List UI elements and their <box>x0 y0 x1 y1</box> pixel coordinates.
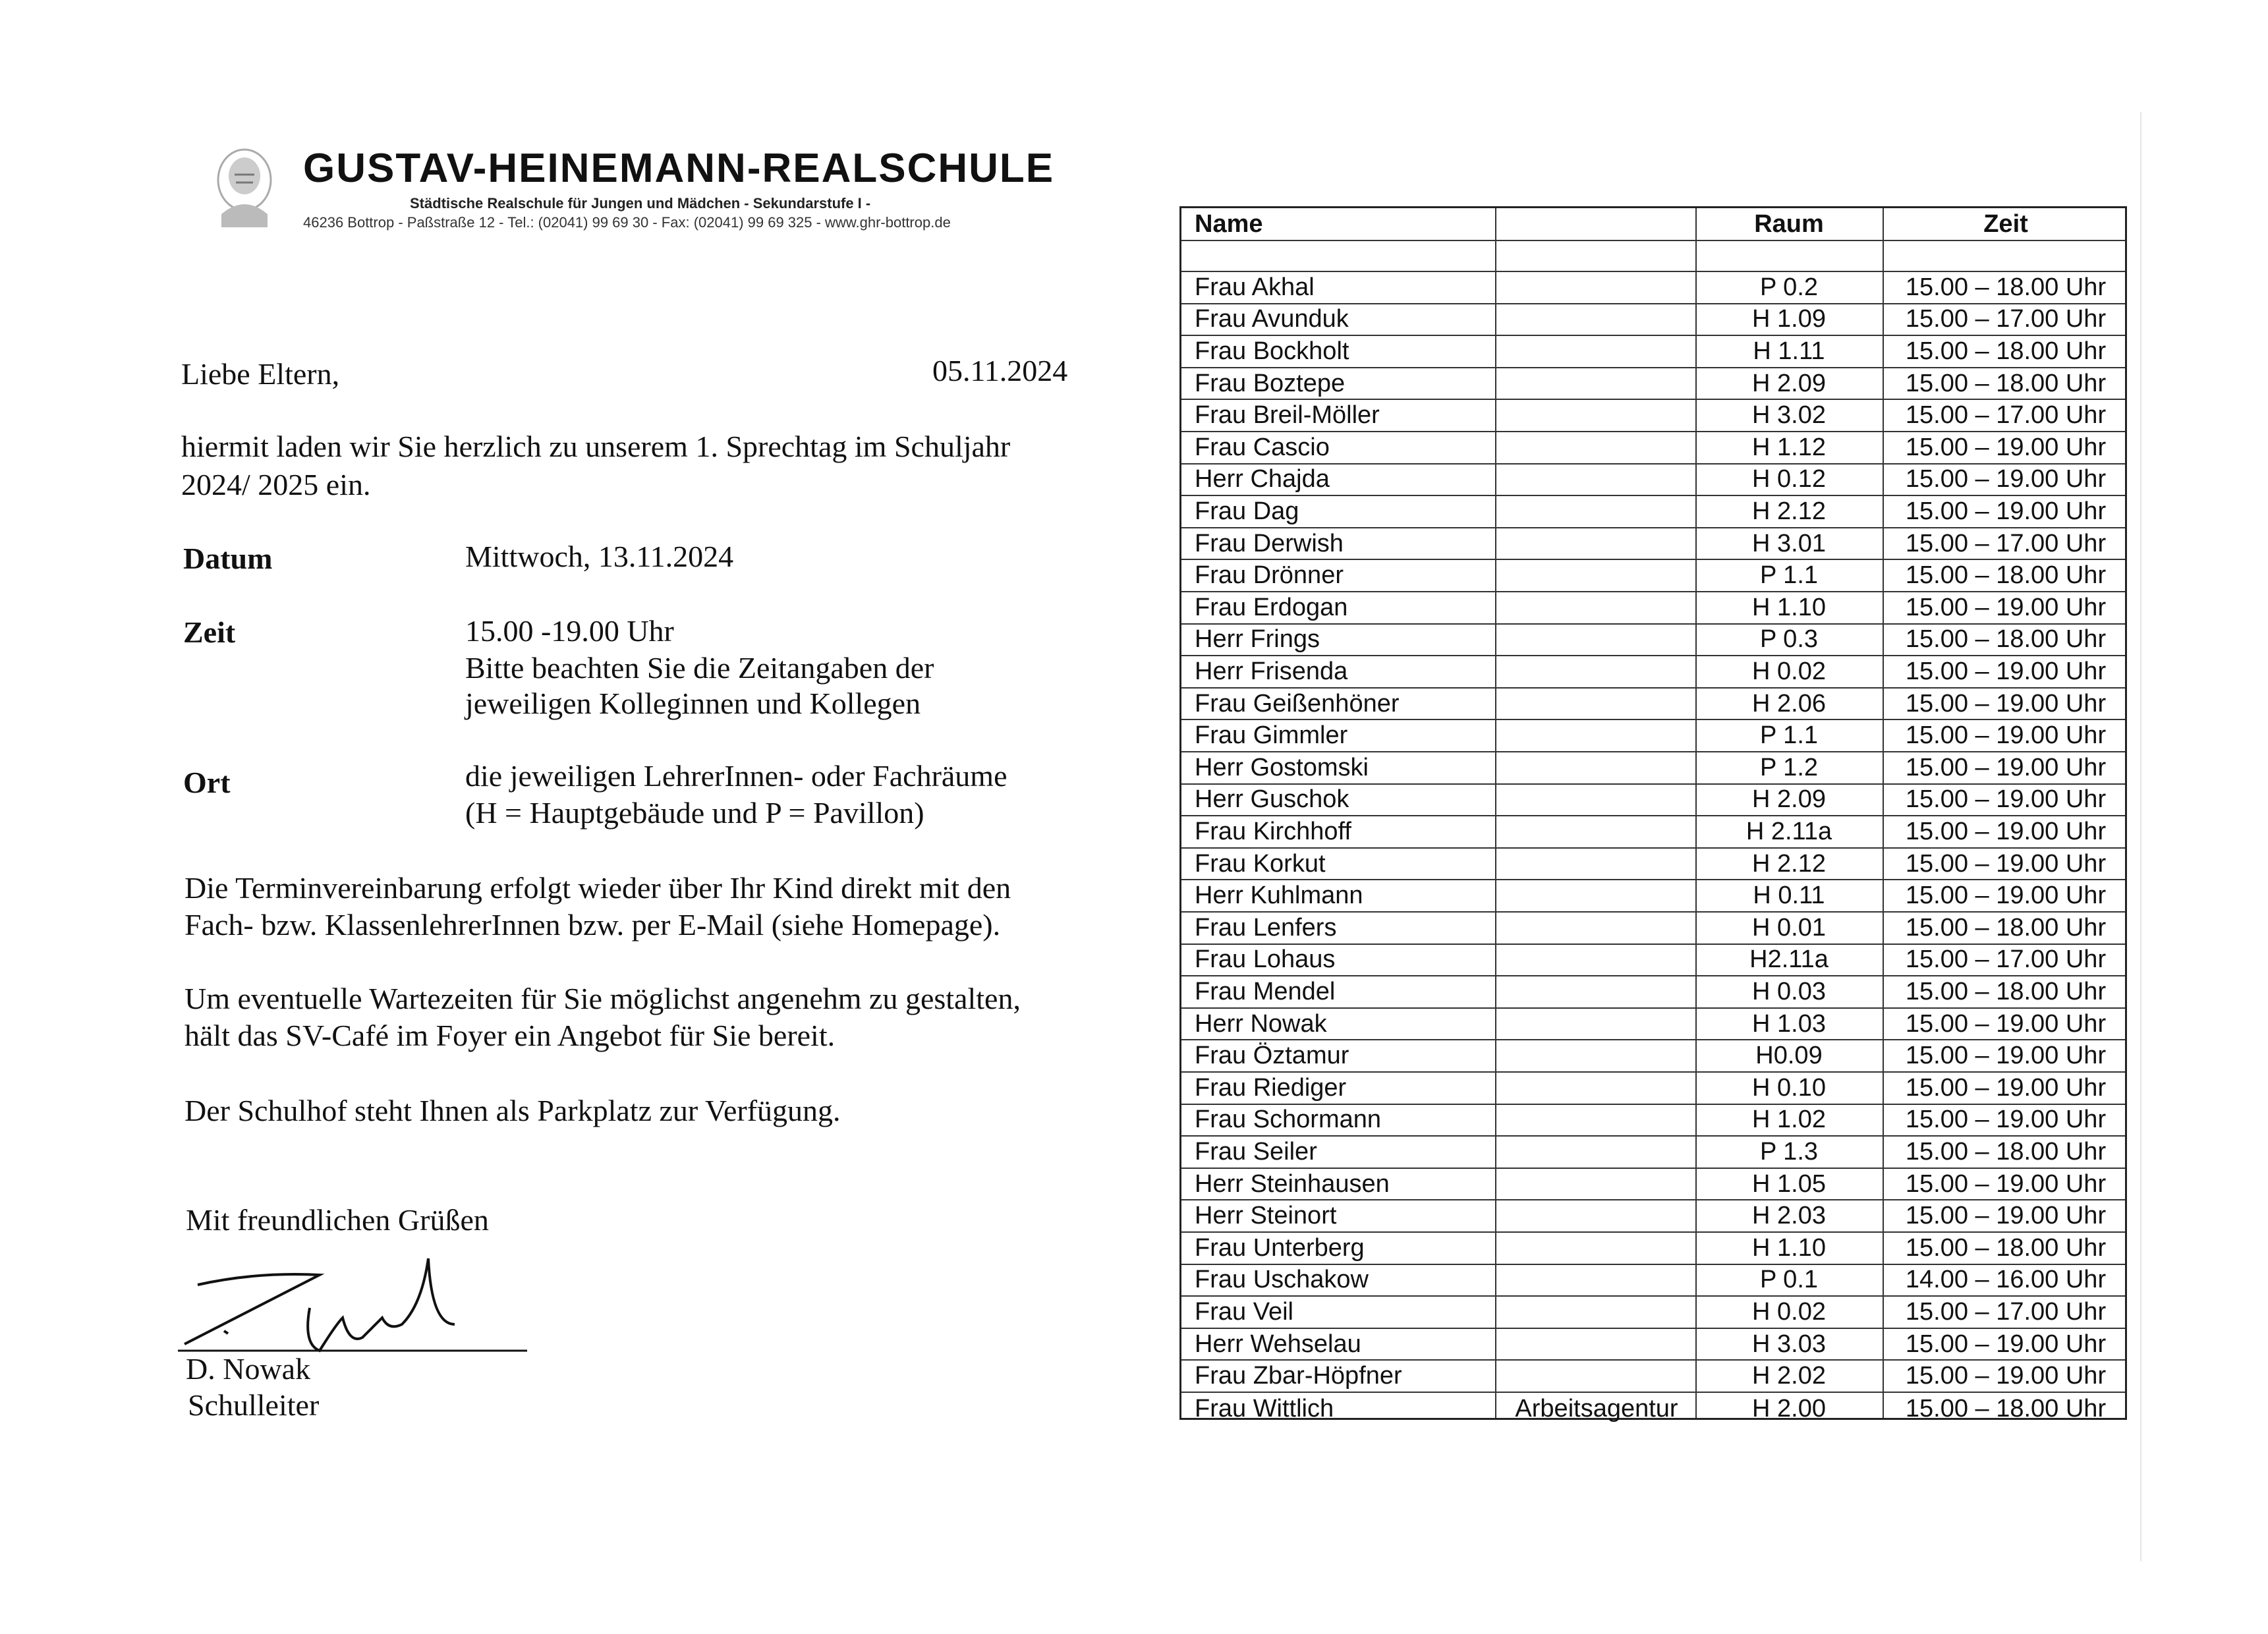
table-row <box>1181 816 2125 849</box>
header-extra <box>1498 208 1695 240</box>
school-subtitle: Städtische Realschule für Jungen und Mädchen - Sekundarstufe I - <box>410 195 871 211</box>
zeit-note-line-1: Bitte beachten Sie die Zeitangaben der <box>465 651 934 685</box>
table-row <box>1181 432 2125 465</box>
cell-name: Frau Uschakow <box>1195 1266 1369 1294</box>
cell-room: H 0.02 <box>1752 657 1826 685</box>
table-row <box>1181 560 2125 592</box>
zeit-note-line-2: jeweiligen Kolleginnen und Kollegen <box>465 687 921 720</box>
cell-time: 15.00 – 18.00 Uhr <box>1905 1137 2107 1166</box>
table-row <box>1181 1105 2125 1137</box>
cell-name: Herr Guschok <box>1195 785 1349 814</box>
signer-title: Schulleiter <box>188 1388 320 1422</box>
cell-name: Frau Cascio <box>1195 433 1330 461</box>
schedule-table <box>1179 206 2127 1423</box>
cell-name: Herr Frisenda <box>1195 657 1348 685</box>
salutation: Liebe Eltern, <box>181 357 340 391</box>
cell-room: H 2.12 <box>1752 497 1826 525</box>
cell-time: 15.00 – 19.00 Uhr <box>1905 785 2107 814</box>
cell-name: Frau Erdogan <box>1195 593 1348 621</box>
table-row <box>1181 720 2125 752</box>
cell-extra <box>1498 560 1695 591</box>
table-row <box>1181 528 2125 561</box>
cell-time: 15.00 – 19.00 Uhr <box>1905 689 2107 718</box>
table-row <box>1181 752 2125 785</box>
cell-time: 15.00 – 19.00 Uhr <box>1905 433 2107 461</box>
table-row <box>1181 913 2125 945</box>
cell-name: Frau Drönner <box>1195 561 1344 590</box>
cell-name: Frau Öztamur <box>1195 1042 1349 1070</box>
cell-extra <box>1498 752 1695 783</box>
cell-extra: Arbeitsagentur <box>1515 1394 1678 1423</box>
cell-name: Herr Steinhausen <box>1195 1169 1390 1198</box>
table-row <box>1181 880 2125 913</box>
cell-time: 15.00 – 18.00 Uhr <box>1905 337 2107 365</box>
cell-name: Herr Frings <box>1195 625 1320 654</box>
cafe-paragraph-line-2: hält das SV-Café im Foyer ein Angebot für Sie bereit. <box>184 1019 836 1052</box>
datum-label: Datum <box>183 542 273 575</box>
cell-time: 15.00 – 19.00 Uhr <box>1905 1330 2107 1358</box>
cell-extra <box>1498 816 1695 847</box>
appointment-paragraph-line-2: Fach- bzw. KlassenlehrerInnen bzw. per E-Mail (siehe Homepage). <box>184 908 1001 942</box>
cell-name: Herr Kuhlmann <box>1195 882 1363 910</box>
cell-time: 15.00 – 19.00 Uhr <box>1905 497 2107 525</box>
letter-date: 05.11.2024 <box>932 354 1068 387</box>
cell-time: 15.00 – 18.00 Uhr <box>1905 369 2107 397</box>
cell-time: 15.00 – 19.00 Uhr <box>1905 849 2107 878</box>
table-row <box>1181 304 2125 337</box>
cell-time: 15.00 – 18.00 Uhr <box>1905 1233 2107 1262</box>
cell-extra <box>1498 368 1695 399</box>
table-row <box>1181 1137 2125 1169</box>
cell-name: Frau Korkut <box>1195 849 1326 878</box>
signer-name: D. Nowak <box>186 1352 311 1386</box>
header-time: Zeit <box>1983 210 2028 238</box>
cell-name: Frau Breil-Möller <box>1195 401 1380 430</box>
table-row <box>1181 1329 2125 1361</box>
cell-extra <box>1498 272 1695 303</box>
cell-room: H 0.01 <box>1752 913 1826 942</box>
cell-time: 15.00 – 17.00 Uhr <box>1905 529 2107 557</box>
cell-room: H 2.00 <box>1752 1394 1826 1423</box>
cell-extra <box>1498 496 1695 527</box>
table-row <box>1181 1009 2125 1041</box>
cell-name: Frau Wittlich <box>1195 1394 1334 1423</box>
cell-extra <box>1498 592 1695 623</box>
cell-room: H 2.11a <box>1745 817 1832 845</box>
cell-room: P 0.1 <box>1759 1266 1819 1294</box>
cell-extra <box>1498 880 1695 911</box>
cell-extra <box>1498 1169 1695 1200</box>
cafe-paragraph-line-1: Um eventuelle Wartezeiten für Sie möglichst angenehm zu gestalten, <box>184 982 1021 1015</box>
table-row <box>1181 1233 2125 1265</box>
cell-name: Frau Kirchhoff <box>1195 817 1351 845</box>
cell-time: 15.00 – 17.00 Uhr <box>1905 401 2107 430</box>
cell-room: H 1.10 <box>1752 1233 1826 1262</box>
signature-icon <box>178 1245 534 1357</box>
cell-time: 15.00 – 19.00 Uhr <box>1905 1362 2107 1390</box>
cell-name: Frau Zbar-Höpfner <box>1195 1362 1402 1390</box>
table-row <box>1181 849 2125 881</box>
cell-extra <box>1498 1009 1695 1040</box>
closing: Mit freundlichen Grüßen <box>186 1203 489 1237</box>
table-row <box>1181 1265 2125 1297</box>
cell-extra <box>1498 976 1695 1007</box>
cell-extra <box>1498 1073 1695 1104</box>
cell-time: 15.00 – 19.00 Uhr <box>1905 1169 2107 1198</box>
cell-room: H 0.02 <box>1752 1297 1826 1326</box>
cell-name: Frau Lohaus <box>1195 945 1336 974</box>
cell-room: H 2.06 <box>1752 689 1826 718</box>
cell-room: H 0.03 <box>1752 977 1826 1005</box>
cell-name: Frau Avunduk <box>1195 305 1349 333</box>
cell-room: P 1.1 <box>1759 561 1819 590</box>
cell-room: H0.09 <box>1755 1042 1823 1070</box>
cell-room: P 1.3 <box>1759 1137 1819 1166</box>
table-row <box>1181 336 2125 368</box>
cell-extra <box>1498 432 1695 463</box>
cell-extra <box>1498 465 1695 495</box>
cell-name: Frau Geißenhöner <box>1195 689 1400 718</box>
cell-time: 15.00 – 18.00 Uhr <box>1905 1394 2107 1423</box>
cell-extra <box>1498 1137 1695 1168</box>
cell-name: Frau Gimmler <box>1195 721 1348 750</box>
cell-time: 15.00 – 18.00 Uhr <box>1905 625 2107 654</box>
cell-room: H 3.03 <box>1752 1330 1826 1358</box>
table-header-row <box>1181 208 2125 241</box>
cell-time: 15.00 – 19.00 Uhr <box>1905 1042 2107 1070</box>
cell-name: Frau Derwish <box>1195 529 1344 557</box>
cell-name: Frau Boztepe <box>1195 369 1346 397</box>
cell-room: H 0.11 <box>1753 882 1825 910</box>
datum-value: Mittwoch, 13.11.2024 <box>465 540 734 573</box>
table-spacer-row <box>1181 241 2125 272</box>
cell-extra <box>1498 849 1695 880</box>
ort-value-line-2: (H = Hauptgebäude und P = Pavillon) <box>465 796 924 830</box>
cell-time: 15.00 – 19.00 Uhr <box>1905 1106 2107 1134</box>
intro-line-1: hiermit laden wir Sie herzlich zu unserem 1. Sprechtag im Schuljahr <box>181 430 1011 463</box>
cell-room: H 3.02 <box>1752 401 1826 430</box>
cell-extra <box>1498 1297 1695 1328</box>
cell-name: Frau Lenfers <box>1195 913 1337 942</box>
cell-room: H2.11a <box>1749 945 1829 974</box>
cell-room: H 0.12 <box>1752 465 1826 493</box>
table-row <box>1181 1297 2125 1329</box>
cell-extra <box>1498 720 1695 751</box>
ort-value-line-1: die jeweiligen LehrerInnen- oder Fachräume <box>465 759 1007 793</box>
cell-extra <box>1498 689 1695 719</box>
cell-time: 15.00 – 18.00 Uhr <box>1905 977 2107 1005</box>
intro-line-2: 2024/ 2025 ein. <box>181 468 371 501</box>
zeit-label: Zeit <box>183 615 236 649</box>
cell-time: 14.00 – 16.00 Uhr <box>1905 1266 2107 1294</box>
header-room: Raum <box>1754 210 1824 238</box>
table-row <box>1181 1040 2125 1073</box>
table-row <box>1181 368 2125 401</box>
cell-time: 15.00 – 18.00 Uhr <box>1905 913 2107 942</box>
cell-extra <box>1498 1200 1695 1231</box>
cell-time: 15.00 – 19.00 Uhr <box>1905 1202 2107 1230</box>
parking-paragraph: Der Schulhof steht Ihnen als Parkplatz zur Verfügung. <box>184 1094 841 1127</box>
cell-time: 15.00 – 18.00 Uhr <box>1905 561 2107 590</box>
cell-extra <box>1498 528 1695 559</box>
cell-room: H 2.02 <box>1752 1362 1826 1390</box>
cell-room: P 1.2 <box>1759 753 1819 781</box>
cell-time: 15.00 – 19.00 Uhr <box>1905 882 2107 910</box>
cell-room: P 0.3 <box>1759 625 1819 654</box>
table-row <box>1181 1200 2125 1233</box>
header-name: Name <box>1195 210 1263 238</box>
cell-extra <box>1498 1233 1695 1264</box>
cell-extra <box>1498 913 1695 944</box>
table-row <box>1181 1169 2125 1201</box>
cell-time: 15.00 – 19.00 Uhr <box>1905 753 2107 781</box>
cell-room: H 2.12 <box>1752 849 1826 878</box>
school-logo-icon <box>208 142 281 234</box>
cell-extra <box>1498 1040 1695 1071</box>
cell-name: Frau Veil <box>1195 1297 1293 1326</box>
cell-time: 15.00 – 17.00 Uhr <box>1905 305 2107 333</box>
scan-edge-line <box>2140 112 2141 1562</box>
cell-room: H 1.09 <box>1752 305 1826 333</box>
cell-room: H 1.02 <box>1752 1106 1826 1134</box>
table-row <box>1181 1361 2125 1393</box>
cell-time: 15.00 – 17.00 Uhr <box>1905 945 2107 974</box>
school-name: GUSTAV-HEINEMANN-REALSCHULE <box>303 146 1055 191</box>
table-row <box>1181 976 2125 1009</box>
table-row <box>1181 272 2125 304</box>
cell-room: H 1.12 <box>1752 433 1826 461</box>
cell-room: H 2.09 <box>1752 785 1826 814</box>
cell-extra <box>1498 945 1695 976</box>
cell-extra <box>1498 400 1695 431</box>
cell-room: H 0.10 <box>1752 1073 1826 1102</box>
cell-extra <box>1498 1361 1695 1392</box>
cell-extra <box>1498 656 1695 687</box>
table-row <box>1181 1073 2125 1105</box>
table-row <box>1181 945 2125 977</box>
cell-room: H 2.09 <box>1752 369 1826 397</box>
cell-room: H 1.05 <box>1752 1169 1826 1198</box>
cell-name: Herr Wehselau <box>1195 1330 1361 1358</box>
school-address: 46236 Bottrop - Paßstraße 12 - Tel.: (02041) 99 69 30 - Fax: (02041) 99 69 325 - www.ghr-bottrop.de <box>303 214 951 231</box>
cell-name: Herr Steinort <box>1195 1202 1337 1230</box>
cell-room: P 1.1 <box>1759 721 1819 750</box>
cell-time: 15.00 – 19.00 Uhr <box>1905 465 2107 493</box>
cell-room: H 1.10 <box>1752 593 1826 621</box>
cell-room: H 1.03 <box>1752 1009 1826 1038</box>
cell-extra <box>1498 304 1695 335</box>
table-row <box>1181 592 2125 625</box>
table-row <box>1181 1393 2125 1425</box>
cell-room: P 0.2 <box>1759 273 1819 301</box>
table-row <box>1181 400 2125 432</box>
cell-time: 15.00 – 19.00 Uhr <box>1905 817 2107 845</box>
table-row <box>1181 689 2125 721</box>
cell-time: 15.00 – 17.00 Uhr <box>1905 1297 2107 1326</box>
cell-name: Frau Schormann <box>1195 1106 1382 1134</box>
cell-time: 15.00 – 19.00 Uhr <box>1905 657 2107 685</box>
cell-extra <box>1498 1105 1695 1136</box>
cell-extra <box>1498 336 1695 367</box>
zeit-value: 15.00 -19.00 Uhr <box>465 614 674 648</box>
cell-extra <box>1498 1265 1695 1296</box>
cell-time: 15.00 – 18.00 Uhr <box>1905 273 2107 301</box>
table-row <box>1181 785 2125 817</box>
cell-extra <box>1498 625 1695 656</box>
cell-name: Frau Unterberg <box>1195 1233 1365 1262</box>
cell-extra <box>1498 785 1695 816</box>
cell-name: Frau Akhal <box>1195 273 1315 301</box>
cell-name: Frau Mendel <box>1195 977 1336 1005</box>
cell-time: 15.00 – 19.00 Uhr <box>1905 721 2107 750</box>
table-row <box>1181 625 2125 657</box>
cell-room: H 1.11 <box>1753 337 1825 365</box>
cell-extra <box>1498 1329 1695 1360</box>
cell-name: Herr Gostomski <box>1195 753 1369 781</box>
cell-name: Herr Chajda <box>1195 465 1330 493</box>
cell-name: Frau Bockholt <box>1195 337 1349 365</box>
cell-room: H 2.03 <box>1752 1202 1826 1230</box>
appointment-paragraph-line-1: Die Terminvereinbarung erfolgt wieder über Ihr Kind direkt mit den <box>184 871 1011 905</box>
table-row <box>1181 496 2125 528</box>
cell-time: 15.00 – 19.00 Uhr <box>1905 1073 2107 1102</box>
cell-name: Herr Nowak <box>1195 1009 1327 1038</box>
table-row <box>1181 465 2125 497</box>
cell-name: Frau Dag <box>1195 497 1299 525</box>
cell-name: Frau Seiler <box>1195 1137 1317 1166</box>
cell-time: 15.00 – 19.00 Uhr <box>1905 593 2107 621</box>
ort-label: Ort <box>183 766 231 799</box>
cell-name: Frau Riediger <box>1195 1073 1347 1102</box>
table-row <box>1181 656 2125 689</box>
cell-time: 15.00 – 19.00 Uhr <box>1905 1009 2107 1038</box>
cell-room: H 3.01 <box>1752 529 1826 557</box>
